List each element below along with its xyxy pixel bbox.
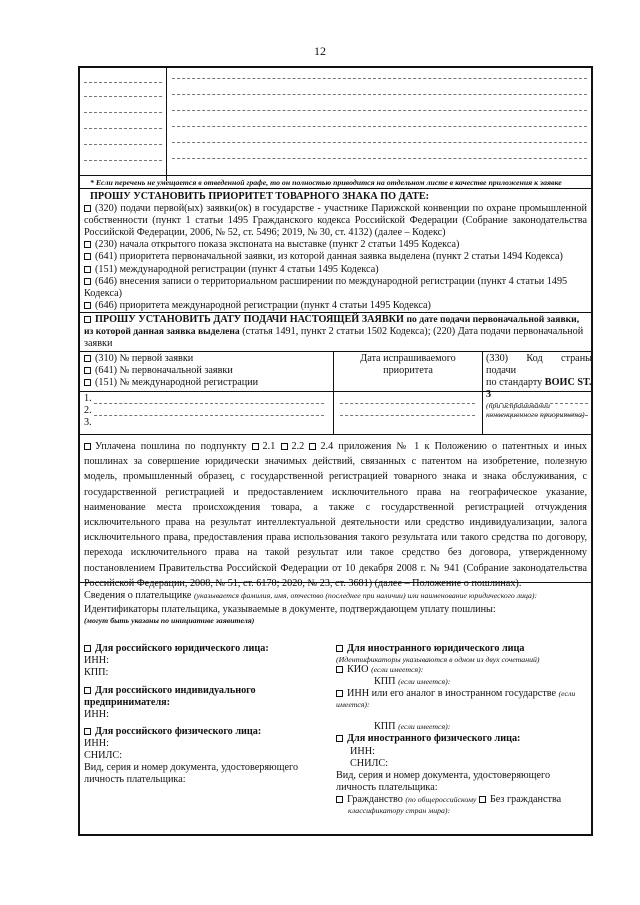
checkbox[interactable] xyxy=(84,302,91,309)
kio-option[interactable]: КИО (если имеется): xyxy=(336,664,591,676)
country-code-header: (330) Код страны подачи по стандарту ВОИС ST. 3 (при испрашивании конвенционного приоритета) xyxy=(486,353,592,420)
inn-field[interactable]: ИНН: xyxy=(84,655,109,667)
app-row-2: 2. xyxy=(84,405,92,416)
payer-russian-column: Для российского юридического лица: ИНН: КПП: Для российского индивидуального предпринимателя: ИНН: Для российского физического лица: ИНН: СНИЛС: Вид, серия и номер документа, удостоверяющего личность плательщика: xyxy=(84,643,334,786)
priority-option-641[interactable]: (641) приоритета первоначальной заявки, из которой данная заявка выделена (пункт 2 статьи 1494 Кодекса) xyxy=(84,251,587,263)
priority-option-151[interactable]: (151) международной регистрации (пункт 4 статьи 1495 Кодекса) xyxy=(84,264,587,276)
priority-option-646a[interactable]: (646) внесения записи о территориальном расширении по международной регистрации (пункт 4 статьи 1495 Кодекса) xyxy=(84,275,568,299)
priority-date-header: Дата испрашиваемого приоритета xyxy=(360,353,456,377)
page-number: 12 xyxy=(314,44,326,58)
checkbox[interactable] xyxy=(336,666,343,673)
citizenship-option[interactable]: Гражданство (по общероссийскому Без гражданства xyxy=(336,794,591,806)
goods-list-table xyxy=(80,68,591,181)
inn-foreign-option[interactable]: ИНН или его аналог в иностранном государстве (если xyxy=(336,688,591,700)
payer-foreign-column: Для иностранного юридического лица (Идентификаторы указываются в одном из двух сочетаний) КИО (если имеется): КПП (если имеется): ИНН или его аналог в иностранном государстве (если имеется): КПП (если имеется): Для иностранного физического лица: ИНН: СНИЛС: Вид, серия и номер документа, удостоверяющего личность плательщика: Гражданство (по общероссийскому Без гражданства классификатору стран мира): xyxy=(336,643,591,815)
checkbox[interactable] xyxy=(84,443,91,450)
checkbox[interactable] xyxy=(336,645,343,652)
priority-option-320[interactable]: (320) подачи первой(ых) заявки(ок) в государстве - участнике Парижской конвенции по охране промышленной собственности (пункт 1 статьи 1495 Гражданского кодекса Российской Федерации (Собрание законодательства Российской Федерации, 2006, № 52, ст. 5496; 2019, № 30, ст. 4132) (далее – Кодекс) xyxy=(84,203,587,239)
inn-field[interactable]: ИНН: xyxy=(84,737,109,749)
payer-ids-label: Идентификаторы плательщика, указываемые в документе, подтверждающем уплату пошлины: xyxy=(84,604,496,616)
checkbox[interactable] xyxy=(84,278,91,285)
checkbox[interactable] xyxy=(84,241,91,248)
checkbox[interactable] xyxy=(84,253,91,260)
checkbox[interactable] xyxy=(84,367,91,374)
payer-section: Сведения о плательщике (указывается фамилия, имя, отчество (последнее при наличии) или наименование юридического лица): Идентификаторы плательщика, указываемые в документе, подтверждающем уплату пошлины: (могут быть указаны по инициативе заявителя) xyxy=(80,590,591,625)
priority-section xyxy=(80,191,591,312)
ru-legal-option[interactable]: Для российского юридического лица: xyxy=(84,643,334,655)
checkbox[interactable] xyxy=(281,443,288,450)
app-row-1: 1. xyxy=(84,393,92,404)
ru-entrepreneur-option[interactable]: Для российского индивидуального xyxy=(84,685,334,697)
checkbox[interactable] xyxy=(309,443,316,450)
app-row-3: 3. xyxy=(84,417,92,428)
checkbox[interactable] xyxy=(84,687,91,694)
fee-section: Уплачена пошлина по подпункту 2.1 2.2 2.4 приложения № 1 к Положению о патентных и иных пошлинах за совершение юридически значимых действий, связанных с патентом на изобретение, полезную модель, промышленный образец, с государственной регистрацией товарного знака и знака обслуживания, с государственной регистрацией и предоставлением исключительного права на географическое указание, наименование места происхождения товара, а также с государственной регистрацией отчуждения исключительного права на результат интеллектуальной деятельности или средство индивидуализации, залога исключительного права, предоставления права использования такого результата или такого средства по договору, перехода исключительного права на такой результат или такое средство без договора, утвержденному постановлением Правительства Российской Федерации от 10 декабря 2008 г. № 941 (Собрание законодательства Российской Федерации, 2008, № 51, ст. 6170; 2020, № 23, ст. 3681) (далее – Положение о пошлинах). xyxy=(84,441,588,589)
option-151[interactable]: (151) № международной регистрации xyxy=(84,377,329,389)
form-frame xyxy=(78,66,593,836)
snils-field[interactable]: СНИЛС: xyxy=(84,749,123,761)
checkbox[interactable] xyxy=(84,316,91,323)
checkbox[interactable] xyxy=(84,728,91,735)
checkbox[interactable] xyxy=(252,443,259,450)
payer-info-label: Сведения о плательщике xyxy=(84,590,192,601)
checkbox[interactable] xyxy=(84,645,91,652)
applications-table xyxy=(80,351,591,434)
checkbox[interactable] xyxy=(84,379,91,386)
filing-date-section[interactable]: ПРОШУ УСТАНОВИТЬ ДАТУ ПОДАЧИ НАСТОЯЩЕЙ ЗАЯВКИ по дате подачи первоначальной заявки, из которой данная заявка выделена (статья 1491, пункт 2 статьи 1502 Кодекса); (220) Дата подачи первоначальной заявки xyxy=(84,314,584,350)
option-641[interactable]: (641) № первоначальной заявки xyxy=(84,365,329,377)
inn-field[interactable]: ИНН: xyxy=(84,709,109,721)
option-310[interactable]: (310) № первой заявки xyxy=(84,353,329,365)
footnote: * Если перечень не умещается в отведенной графе, то он полностью приводится на отдельном листе в качестве приложения к заявке xyxy=(90,178,562,187)
checkbox[interactable] xyxy=(336,735,343,742)
ru-person-option[interactable]: Для российского физического лица: xyxy=(84,726,334,738)
foreign-person-option[interactable]: Для иностранного физического лица: xyxy=(336,733,591,745)
checkbox[interactable] xyxy=(84,355,91,362)
priority-heading: ПРОШУ УСТАНОВИТЬ ПРИОРИТЕТ ТОВАРНОГО ЗНАКА ПО ДАТЕ: xyxy=(90,191,430,202)
priority-option-646b[interactable]: (646) приоритета международной регистрации (пункт 4 статьи 1495 Кодекса) xyxy=(84,300,587,312)
checkbox[interactable] xyxy=(336,690,343,697)
foreign-legal-option[interactable]: Для иностранного юридического лица xyxy=(336,643,591,655)
kpp-field[interactable]: КПП: xyxy=(84,667,109,679)
checkbox[interactable] xyxy=(84,205,91,212)
checkbox[interactable] xyxy=(84,266,91,273)
priority-option-230[interactable]: (230) начала открытого показа экспоната на выставке (пункт 2 статьи 1495 Кодекса) xyxy=(84,239,587,251)
checkbox[interactable] xyxy=(336,796,343,803)
checkbox[interactable] xyxy=(479,796,486,803)
